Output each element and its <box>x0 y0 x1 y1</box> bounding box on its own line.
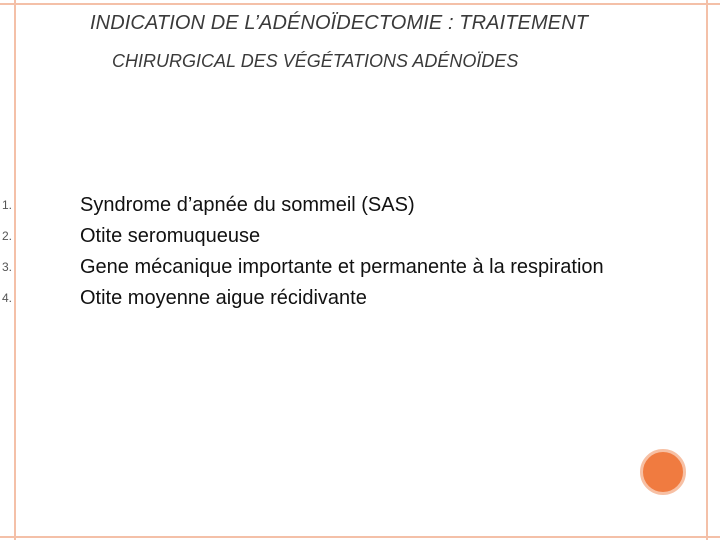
list-number: 1. <box>2 198 13 212</box>
list-item <box>0 190 640 221</box>
indication-list <box>0 190 640 314</box>
list-text: Gene mécanique importante et permanente à la respiration <box>80 256 604 278</box>
list-text: Otite moyenne aigue récidivante <box>80 287 367 309</box>
frame-bottom-line <box>0 536 720 538</box>
slide-title <box>0 0 720 110</box>
list-item <box>0 252 640 283</box>
list-number: 4. <box>2 291 13 305</box>
list-item <box>0 221 640 252</box>
orange-circle-icon <box>640 449 686 495</box>
title-line-1: INDICATION DE L’ADÉNOÏDECTOMIE : TRAITEMENT <box>90 12 589 34</box>
list-text: Otite seromuqueuse <box>80 225 261 247</box>
list-text: Syndrome d’apnée du sommeil (SAS) <box>80 194 415 216</box>
list-item <box>0 283 640 314</box>
list-number: 2. <box>2 229 13 243</box>
list-number: 3. <box>2 260 13 274</box>
title-line-2: CHIRURGICAL DES VÉGÉTATIONS ADÉNOÏDES <box>112 51 519 71</box>
